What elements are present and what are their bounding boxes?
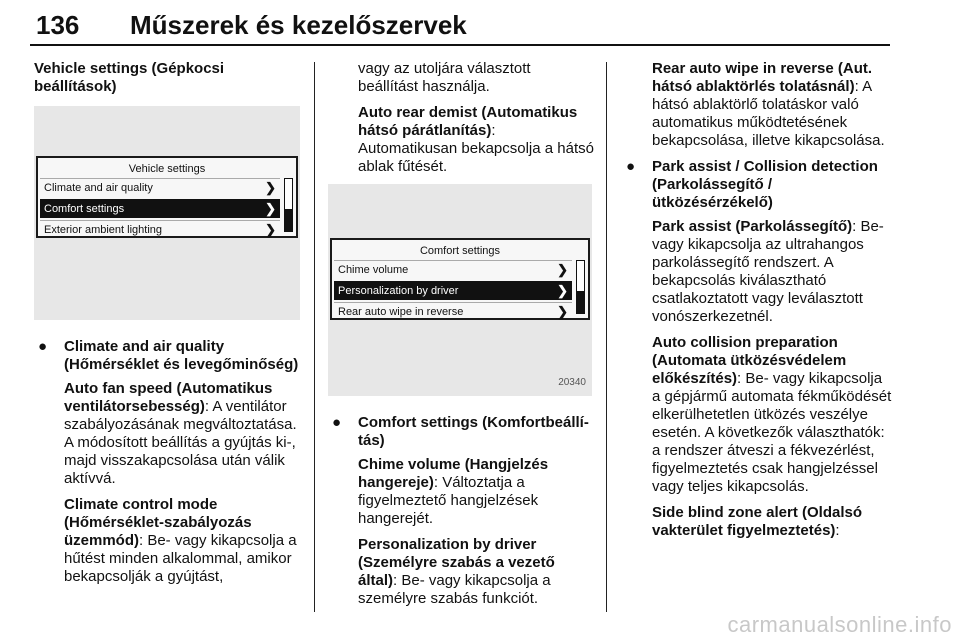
menu-item-chime-volume: Chime volume ❯ xyxy=(334,260,572,279)
panel-title: Comfort settings xyxy=(419,245,501,257)
image-code: 20340 xyxy=(558,377,586,388)
watermark: carmanualsonline.info xyxy=(727,612,952,637)
vehicle-settings-panel xyxy=(36,156,298,238)
page-header xyxy=(30,8,940,48)
page-number: 136 xyxy=(36,10,80,40)
page-title: Műszerek és kezelőszervek xyxy=(130,10,467,40)
chevron-right-icon: ❯ xyxy=(557,262,568,277)
paragraph-blind-zone: Side blind zone alert (Oldalsó vakterület figyelmeztetés): xyxy=(652,504,863,539)
column-3 xyxy=(622,60,892,548)
bullet-icon: ● xyxy=(38,338,48,355)
section-title: Vehicle settings (Gépkocsi beállítások) xyxy=(34,60,225,95)
paragraph-personalization: Personalization by driver (Személyre szabás a vezető által): Be- vagy kikapcsolja a személyre szabás funkciót. xyxy=(358,536,555,607)
chevron-right-icon: ❯ xyxy=(265,180,276,195)
menu-item-comfort: Comfort settings ❯ xyxy=(40,199,280,218)
paragraph-rear-demist: Auto rear demist (Automatikus hátsó párátlanítás): Automatikusan bekapcsolja a hátsó ablak fűtését. xyxy=(358,104,594,175)
bullet-climate: ● Climate and air quality (Hőmérséklet és levegőminőség) xyxy=(38,338,299,373)
menu-item-climate: Climate and air quality ❯ xyxy=(40,178,280,197)
column-divider-1 xyxy=(314,62,315,612)
column-divider-2 xyxy=(606,62,607,612)
scrollbar-thumb xyxy=(577,291,584,313)
menu-item-rear-wipe: Rear auto wipe in reverse ❯ xyxy=(334,302,572,321)
bullet-icon: ● xyxy=(332,414,342,431)
vehicle-settings-screen-image xyxy=(34,106,300,320)
column-1 xyxy=(34,60,304,594)
paragraph-park-assist: Park assist (Parkolássegítő): Be- vagy kikapcsolja az ultrahangos parkolássegítő rendszert. A bekapcsolás kiválasztható csatlakoztatott vagy leválasztott vonószerkezetnél. xyxy=(652,218,884,325)
menu-item-personalization: Personalization by driver ❯ xyxy=(334,281,572,300)
paragraph-continued: vagy az utoljára választott beállítást használja. xyxy=(358,60,531,95)
chevron-right-icon: ❯ xyxy=(557,283,568,298)
paragraph-rear-wipe: Rear auto wipe in reverse (Aut. hátsó ablaktörlés tolatásnál): A hátsó ablaktörlő tolatáskor való automatikus működtetésének bekapcsolása, illetve kikapcsolása. xyxy=(652,60,885,149)
bullet-park-assist: ● Park assist / Collision detection (Parkolássegítő / ütközésérzékelő) xyxy=(626,158,878,211)
bullet-comfort: ● Comfort settings (Komfortbeállí- tás) xyxy=(332,414,589,449)
comfort-settings-panel xyxy=(330,238,590,320)
comfort-settings-screen-image xyxy=(328,184,592,396)
header-rule xyxy=(30,44,890,46)
chevron-right-icon: ❯ xyxy=(557,304,568,319)
paragraph-chime: Chime volume (Hangjelzés hangereje): Változtatja a figyelmeztető hangjelzések hangerejét. xyxy=(358,456,549,527)
bullet-icon: ● xyxy=(626,158,636,175)
scrollbar xyxy=(576,260,585,314)
paragraph-collision-prep: Auto collision preparation (Automata ütközésvédelem előkészítés): Be- vagy kikapcsolja a gépjármű automata fékműködését elkerülhetetlen ütközés veszélye esetén. A következők választhatók: a rendszer átveszi a fékvezérlést, figyelmeztetés csak hangjelzéssel vagy teljes kikapcsolás. xyxy=(652,334,892,495)
scrollbar xyxy=(284,178,293,232)
scrollbar-thumb xyxy=(285,209,292,231)
panel-title: Vehicle settings xyxy=(128,163,206,175)
menu-item-exterior-lighting: Exterior ambient lighting ❯ xyxy=(40,220,280,239)
chevron-right-icon: ❯ xyxy=(265,201,276,216)
column-2 xyxy=(328,60,594,616)
chevron-right-icon: ❯ xyxy=(265,222,276,237)
paragraph-climate-mode: Climate control mode (Hőmérséklet-szabályozás üzemmód): Be- vagy kikapcsolja a hűtést minden alkalommal, amikor bekapcsolják a gyújtást, xyxy=(64,496,297,585)
paragraph-auto-fan: Auto fan speed (Automatikus ventilátorsebesség): A ventilátor szabályozásának megváltoztatása. A módosított beállítás a gyújtás ki-, majd visszakapcsolása után válik aktívvá. xyxy=(64,380,297,487)
